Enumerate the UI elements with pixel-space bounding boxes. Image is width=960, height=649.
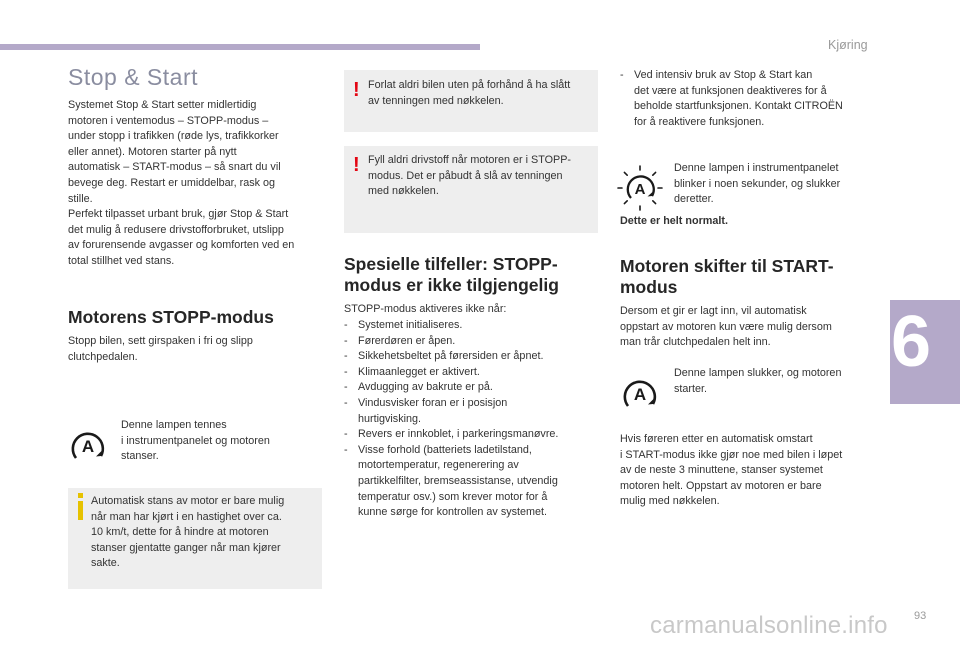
warning-text-1: Forlat aldri bilen uten på forhånd å ha slått av tenningen med nøkkelen. [368,79,571,107]
warning-icon: ! [353,154,360,176]
watermark: carmanualsonline.info [650,612,888,639]
lamp-glyph: A [634,181,646,198]
list-item: - Systemet initialiseres. [344,318,600,334]
list-item: - Klimaanlegget er aktivert. [344,365,600,381]
intro-text: Systemet Stop & Start setter midlertidig motoren i ventemodus – STOPP-modus – under stopp i trafikken (røde lys, trafikkorker eller annet). Motoren starter på nytt automatisk – START-modus – så snart du vil bevege deg. Restart er umiddelbar, rask og stille. Perfekt tilpasset urbant bruk, gjør Stop & Start det mulig å redusere drivstofforbruket, utslipp av forurensende avgasser og komforten ved en total stillhet ved stans. [68,99,295,267]
list-item: - Sikkehetsbeltet på førersiden er åpnet. [344,349,600,365]
list-item: - Ved intensiv bruk av Stop & Start kan det være at funksjonen deaktiveres for å beholde startfunksjonen. Kontakt CITROËN for å reaktivere funksjonen. [620,68,882,130]
list-item: - Førerdøren er åpen. [344,334,600,350]
blink-lamp-text: Denne lampen i instrumentpanelet blinker i noen sekunder, og slukker deretter. [674,162,841,206]
blinking-lamp-icon [617,165,663,211]
special-list [344,318,600,521]
lamp-glyph: A [633,385,647,404]
warning-icon: ! [353,79,360,101]
start-lamp-icon [620,373,660,413]
stop-lamp-text: Denne lampen tennes i instrumentpanelet og motoren stanser. [121,419,270,463]
stop-start-lamp-icon [68,425,108,465]
normal-note: Dette er helt normalt. [620,215,728,227]
stop-mode-heading: Motorens STOPP-modus [68,307,274,327]
special-list-continued [620,68,882,130]
header-accent-bar [0,44,480,50]
special-intro: STOPP-modus aktiveres ikke når: [344,303,507,315]
section-label: Kjøring [828,38,868,52]
list-item: - Avdugging av bakrute er på. [344,380,600,396]
info-icon [78,493,83,525]
start-mode-heading: Motoren skifter til START- modus [620,256,834,297]
chapter-number: 6 [891,302,932,382]
warning-text-2: Fyll aldri drivstoff når motoren er i STOPP- modus. Det er påbudt å slå av tenningen med nøkkelen. [368,154,572,198]
stop-mode-text: Stopp bilen, sett girspaken i fri og slipp clutchpedalen. [68,335,253,363]
list-item: - Vindusvisker foran er i posisjon hurtigvisking. [344,396,600,427]
special-heading: Spesielle tilfeller: STOPP- modus er ikke tilgjengelig [344,254,559,295]
page-number: 93 [914,610,927,622]
list-item: - Visse forhold (batteriets ladetilstand, motortemperatur, regenerering av partikkelfilter, bremseassistanse, utvendig temperatur osv.) som krever motor for å kunne sørge for kontrollen av systemet. [344,443,600,521]
lamp-glyph: A [81,437,95,456]
start-lamp-text: Denne lampen slukker, og motoren starter. [674,367,842,395]
start-mode-text: Dersom et gir er lagt inn, vil automatisk oppstart av motoren kun være mulig dersom man trår clutchpedalen helt inn. [620,305,832,349]
info-text: Automatisk stans av motor er bare mulig når man har kjørt i en hastighet over ca. 10 km/t, dette for å hindre at motoren stanser gjentatte ganger når man kjører sakte. [91,495,285,570]
list-item: - Revers er innkoblet, i parkeringsmanøvre. [344,427,600,443]
restart-text: Hvis føreren etter en automatisk omstart i START-modus ikke gjør noe med bilen i løpet av de neste 3 minuttene, stanser systemet motoren helt. Oppstart av motoren er bare mulig med nøkkelen. [620,433,843,508]
page-title: Stop & Start [68,64,199,90]
